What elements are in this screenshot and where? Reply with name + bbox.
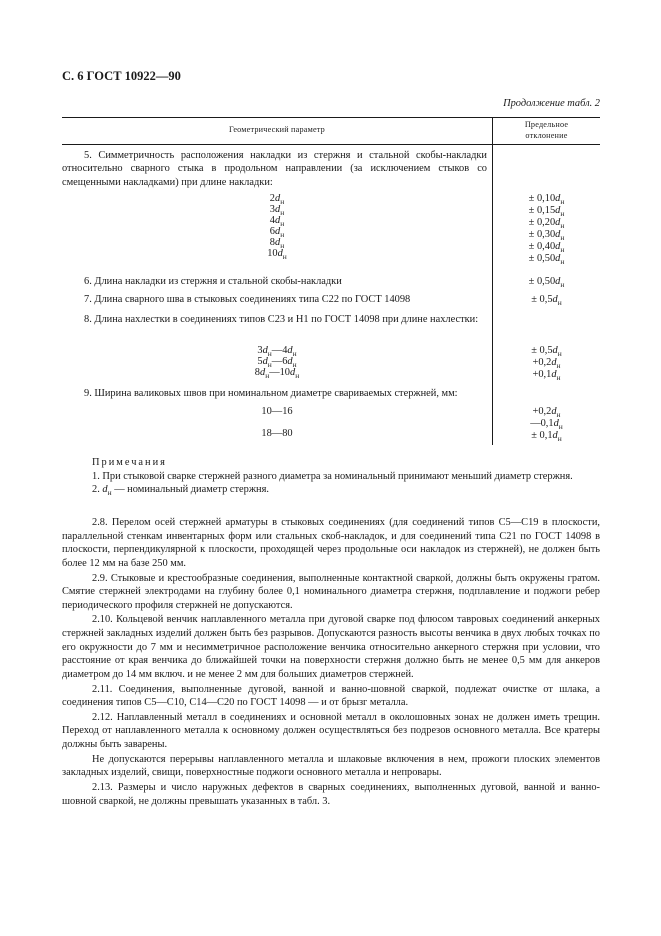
row-5-deviation: ± $0,50d_н$ (528, 253, 565, 267)
row-5-param: $4d_н$ (269, 215, 285, 229)
column-header-deviation-2: отклонение (525, 131, 568, 140)
page-header: С. 6 ГОСТ 10922—90 (62, 69, 181, 83)
row-5-param: $10d_н$ (267, 248, 287, 262)
table-header-rule (62, 144, 600, 145)
row-5-text: 5. Симметричность расположения накладки из стержня и стальной скобы-накладки относительно сварного стыка в продольном направлении (за исключением стыков со смещенными накладками) при длине накладки: (62, 150, 487, 188)
note-item: 2. $d_н$ — номинальный диаметр стержня. (92, 484, 269, 498)
row-8-deviation: ± $0,5d_н$ (531, 345, 562, 359)
row-7-deviation: ± $0,5d_н$ (531, 294, 562, 308)
column-header-deviation-1: Предельное (524, 120, 569, 129)
row-5-param: $8d_н$ (269, 237, 285, 251)
row-7-text: 7. Длина сварного шва в стыковых соединениях типа С22 по ГОСТ 14098 (84, 294, 411, 305)
row-8-param: $8d_н—10d_н$ (254, 367, 300, 381)
row-8-param: $5d_н—6d_н$ (257, 356, 297, 370)
row-8-param: $3d_н—4d_н$ (257, 345, 297, 359)
table-top-rule (62, 117, 600, 118)
row-9-deviation: $+0,2d_н$ (532, 406, 561, 420)
row-8-text: 8. Длина нахлестки в соединениях типов С23 и Н1 по ГОСТ 14098 при длине нахлестки: (84, 314, 479, 325)
paragraph-2-8: 2.8. Перелом осей стержней арматуры в стыковых соединениях (для соединений типов С5—С19 в плоскости, параллельной стенкам инвентарных форм или стальных скоб-накладок, и для соединений типа С21 по ГОСТ 14098 в плоскости, перпендикулярной к плоскости, проходящей через продольные оси накладок из стержней), не должен быть более 12 мм на базе 250 мм. (62, 517, 600, 569)
row-5-deviation: ± $0,40d_н$ (528, 241, 565, 255)
notes (62, 456, 600, 497)
paragraph-2-9: 2.9. Стыковые и крестообразные соединения, выполненные контактной сваркой, должны быть окружены гратом. Смятие стержней электродами на глубину более 0,1 номинального диаметра стержня, подплавление и поджоги ребер периодического профиля стержней не допускаются. (62, 572, 600, 611)
row-5-deviation: ± $0,15d_н$ (528, 205, 565, 219)
row-9-text: 9. Ширина валиковых швов при номинальном диаметре свариваемых стержней, мм: (84, 388, 458, 399)
notes-title: Примечания (92, 457, 167, 468)
row-5-param: $2d_н$ (269, 193, 285, 207)
row-5-deviation: ± $0,30d_н$ (528, 229, 565, 243)
spec-table (62, 117, 600, 447)
paragraph-2-11: 2.11. Соединения, выполненные дуговой, ванной и ванно-шовной сваркой, подлежат очистке от шлака, а соединения типов С5—С10, С14—С20 по ГОСТ 14098 — и от брызг металла. (62, 683, 600, 709)
row-6-deviation: ± $0,50d_н$ (528, 276, 565, 290)
paragraph-2-12: 2.12. Наплавленный металл в соединениях и основной металл в околошовных зонах не должен иметь трещин. Переход от наплавленного металла к основному должен осуществляться без подрезов основного металла. Все кратеры должны быть заварены. (62, 711, 600, 750)
row-5-deviation: ± $0,20d_н$ (528, 217, 565, 231)
table-caption: Продолжение табл. 2 (503, 98, 600, 109)
row-5-param: $6d_н$ (269, 226, 285, 240)
row-9-param: 10—16 (261, 406, 293, 417)
paragraph-2-12-cont: Не допускаются перерывы наплавленного металла и шлаковые включения в нем, прожоги плоских элементов закладных изделий, свищи, поверхностные поджоги основного металла и непровары. (62, 753, 600, 779)
row-8-deviation: $+0,2d_н$ (532, 357, 561, 371)
paragraph-2-10: 2.10. Кольцевой венчик наплавленного металла при дуговой сварке под флюсом тавровых соединений анкерных стержней закладных изделий должен быть без разрывов. Допускаются разность высоты венчика в двух любых точках по его окружности до 7 мм и несимметричное расположение венчика относительно анкерного стержня при условии, что расстояние от края венчика до ближайшей точки на поверхности стержня должно быть не менее 0,5 мм для анкеров диаметром до 14 мм включ. и не менее 2 мм для больших диаметров стержней. (62, 614, 600, 680)
row-9-deviation: $—0,1d_н$ (530, 418, 563, 432)
row-8-deviation: $+0,1d_н$ (532, 369, 561, 383)
body-text (62, 516, 600, 809)
row-6-text: 6. Длина накладки из стержня и стальной скобы-накладки (84, 276, 342, 287)
note-item: 1. При стыковой сварке стержней разного диаметра за номинальный принимают меньший диаметр стержня. (92, 470, 573, 482)
row-9-deviation: ± $0,1d_н$ (531, 430, 562, 444)
row-9-param: 18—80 (261, 428, 293, 439)
row-5-param: $3d_н$ (269, 204, 285, 218)
column-header-parameter: Геометрический параметр (229, 125, 325, 134)
row-5-deviation: ± $0,10d_н$ (528, 193, 565, 207)
paragraph-2-13: 2.13. Размеры и число наружных дефектов в сварных соединениях, выполненных дуговой, ванной и ванно-шовной сваркой, не должны превышать указанных в табл. 3. (62, 781, 600, 807)
